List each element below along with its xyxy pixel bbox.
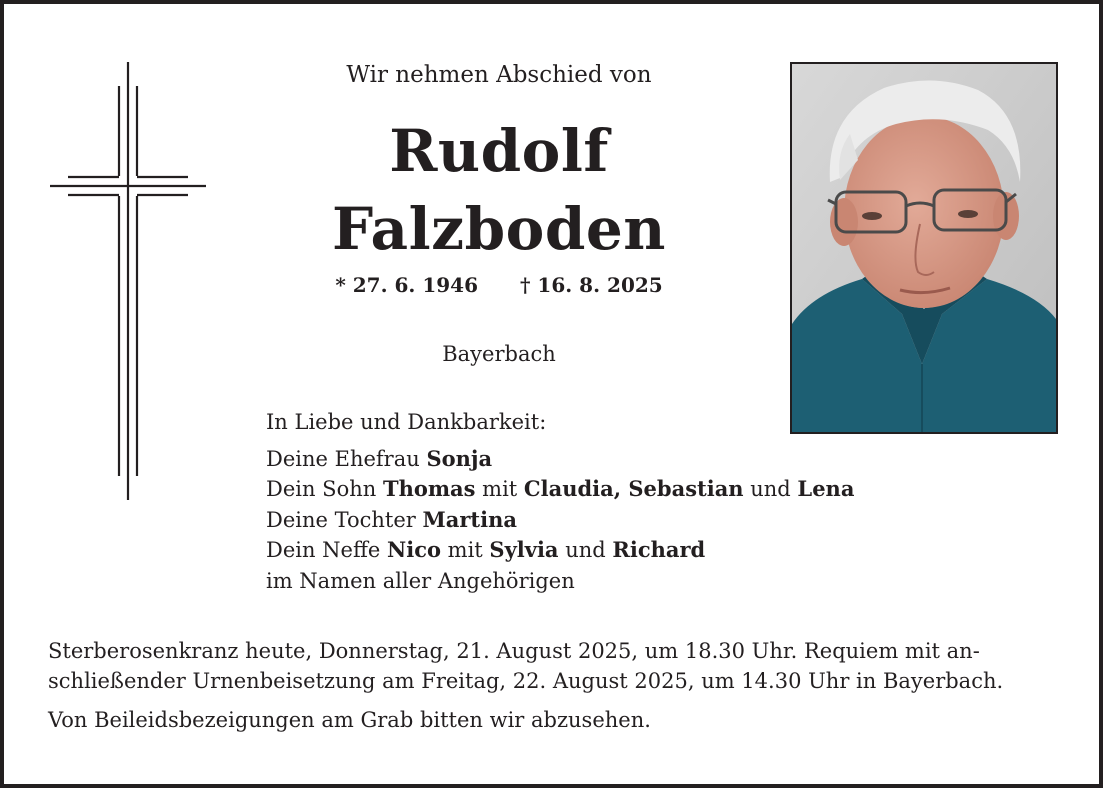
mourner-line: Deine Ehefrau Sonja <box>266 445 493 471</box>
first-name: Rudolf <box>389 117 609 185</box>
condolence-note: Von Beileidsbezeigungen am Grab bitten wir abzusehen. <box>48 708 651 732</box>
mourner-line: im Namen aller Angehörigen <box>266 568 575 593</box>
mourner-line: Dein Neffe Nico mit Sylvia und Richard <box>266 537 706 562</box>
intro-text: Wir nehmen Abschied von <box>346 62 652 88</box>
mourner-line: Dein Sohn Thomas mit Claudia, Sebastian und Lena <box>266 476 855 501</box>
death-date: † 16. 8. 2025 <box>520 273 663 297</box>
portrait-image <box>792 64 1056 432</box>
mourners-list <box>266 407 854 596</box>
place-of-residence: Bayerbach <box>442 342 556 366</box>
life-dates <box>254 270 744 300</box>
portrait-photo <box>790 62 1058 434</box>
cross-icon <box>48 62 208 502</box>
birth-date: * 27. 6. 1946 <box>335 273 478 297</box>
mourner-line: Deine Tochter Martina <box>266 506 517 532</box>
deceased-name <box>254 112 744 268</box>
last-name: Falzboden <box>332 195 666 263</box>
service-notice <box>48 636 1060 735</box>
mourners-heading: In Liebe und Dankbarkeit: <box>266 410 547 434</box>
service-details: Sterberosenkranz heute, Donnerstag, 21. August 2025, um 18.30 Uhr. Requiem mit an- schließender Urnenbeisetzung am Freitag, 22. August 2025, um 14.30 Uhr in Bayerbach. <box>48 639 1004 693</box>
